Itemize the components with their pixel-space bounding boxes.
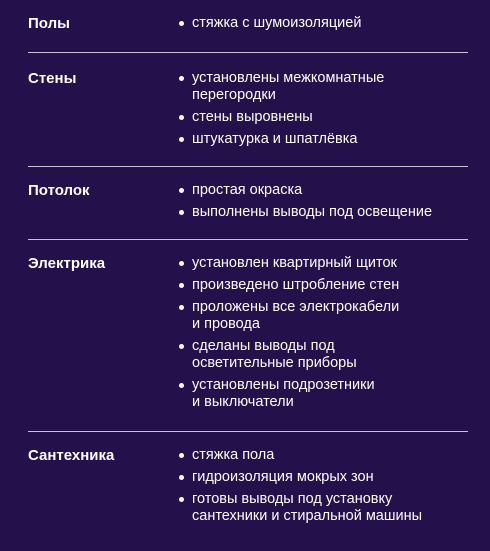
section-floors [28, 0, 468, 52]
bullet-icon [179, 475, 184, 480]
bullet-icon [179, 497, 184, 502]
section-walls [28, 53, 468, 166]
bullet-icon [179, 453, 184, 458]
list-item [176, 299, 468, 333]
list-item [176, 255, 468, 272]
bullet-icon [179, 283, 184, 288]
list-item [176, 109, 468, 126]
item-text: установлены подрозетники и выключатели [192, 377, 375, 410]
section-title-ceiling: Потолок [28, 182, 90, 199]
item-text: готовы выводы под установку сантехники и стиральной машины [192, 491, 423, 524]
list-item [176, 70, 468, 104]
section-plumbing [28, 432, 468, 535]
item-text: стены выровнены [192, 109, 313, 125]
list-item [176, 447, 468, 464]
list-item [176, 182, 468, 199]
item-text: гидроизоляция мокрых зон [192, 469, 374, 485]
item-list-ceiling [176, 182, 468, 221]
section-title-walls: Стены [28, 70, 77, 87]
item-text: установлены межкомнатные перегородки [192, 70, 385, 103]
item-text: произведено штробление стен [192, 277, 400, 293]
item-text: сделаны выводы под осветительные приборы [192, 338, 357, 371]
bullet-icon [179, 344, 184, 349]
section-title-electric: Электрика [28, 255, 106, 272]
bullet-icon [179, 383, 184, 388]
list-item [176, 469, 468, 486]
section-electric [28, 240, 468, 431]
section-title-floors: Полы [28, 15, 70, 32]
item-text: стяжка пола [192, 447, 275, 463]
list-item [176, 338, 468, 372]
item-text: стяжка с шумоизоляцией [192, 15, 362, 31]
list-item [176, 277, 468, 294]
bullet-icon [179, 115, 184, 120]
list-item [176, 131, 468, 148]
item-list-floors [176, 15, 468, 32]
bullet-icon [179, 261, 184, 266]
bullet-icon [179, 137, 184, 142]
section-ceiling [28, 167, 468, 239]
bullet-icon [179, 21, 184, 26]
list-item [176, 204, 468, 221]
item-text: простая окраска [192, 182, 303, 198]
item-text: установлен квартирный щиток [192, 255, 397, 271]
item-list-plumbing [176, 447, 468, 525]
item-text: штукатурка и шпатлёвка [192, 131, 358, 147]
item-list-electric [176, 255, 468, 411]
bullet-icon [179, 188, 184, 193]
bullet-icon [179, 210, 184, 215]
item-list-walls [176, 70, 468, 148]
section-title-plumbing: Сантехника [28, 447, 115, 464]
bullet-icon [179, 76, 184, 81]
bullet-icon [179, 305, 184, 310]
list-item [176, 15, 468, 32]
list-item [176, 491, 468, 525]
item-text: выполнены выводы под освещение [192, 204, 433, 220]
list-item [176, 377, 468, 411]
item-text: проложены все электрокабели и провода [192, 299, 400, 332]
